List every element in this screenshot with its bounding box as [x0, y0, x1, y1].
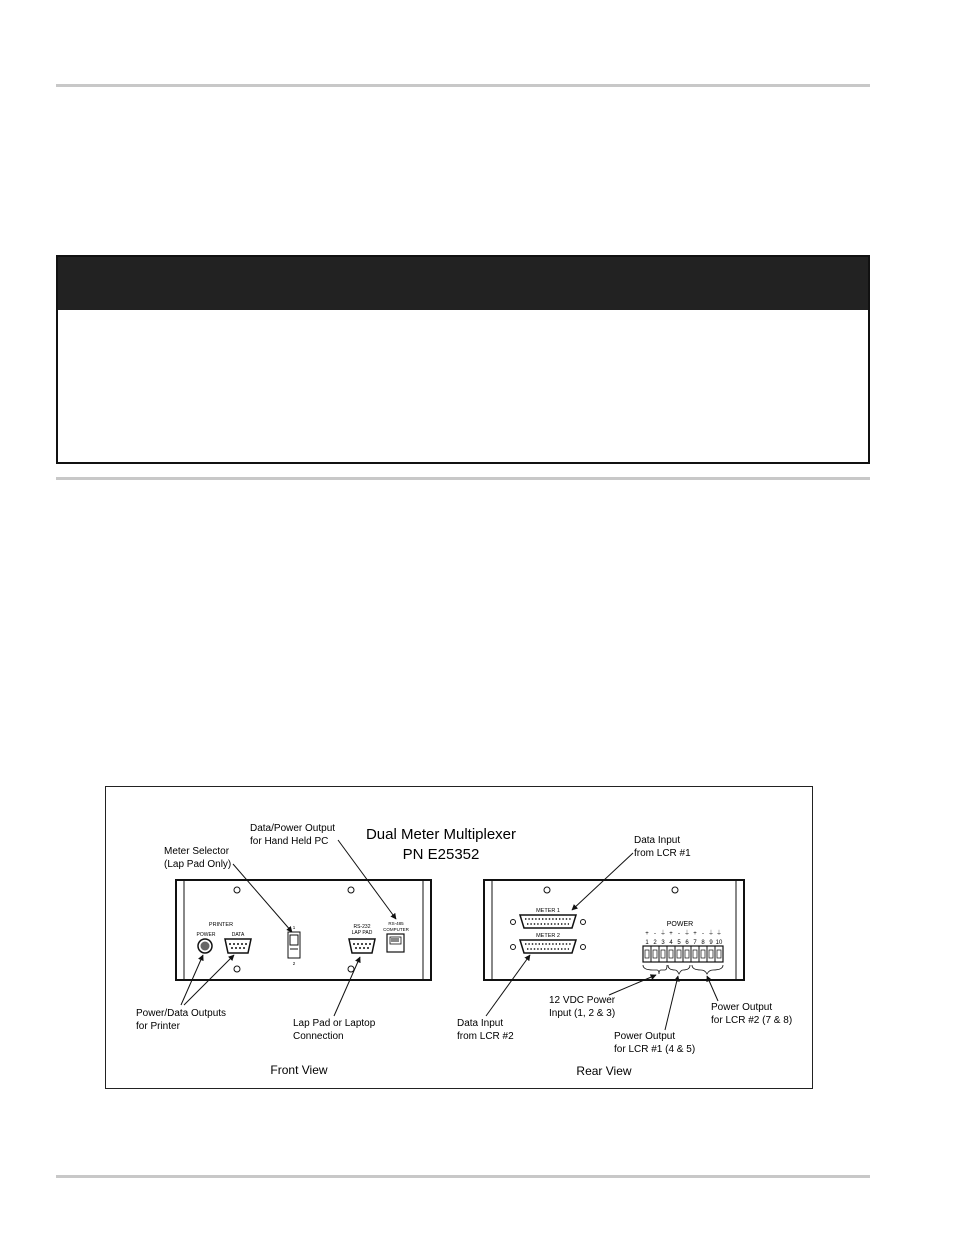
- diagram-title-line1: Dual Meter Multiplexer: [365, 826, 517, 843]
- annotation-vdc-line1: 12 VDC Power: [549, 995, 616, 1006]
- annotation-data-input-1-line2: from LCR #1: [634, 848, 691, 859]
- meter-selector-switch-icon: [288, 932, 300, 958]
- annotation-lap-pad-line1: Lap Pad or Laptop: [293, 1018, 376, 1029]
- meter1-db25-connector-icon: [520, 915, 576, 928]
- annotation-data-input-2-line1: Data Input: [457, 1018, 504, 1029]
- annotation-data-input-1-line1: Data Input: [634, 835, 681, 846]
- annotation-power-out-1-line2: for LCR #1 (4 & 5): [614, 1044, 696, 1055]
- arrow-power-out-1: [665, 976, 678, 1030]
- rs232-label-line1: RS-232: [353, 924, 371, 930]
- multiplexer-diagram: [106, 787, 812, 1088]
- meter1-label: METER 1: [536, 908, 560, 914]
- front-panel: [176, 880, 431, 980]
- section-rule: [56, 477, 870, 480]
- terminal-sign: ⏚: [659, 931, 667, 937]
- figure-frame: [105, 786, 813, 1089]
- terminal-number: 6: [685, 940, 689, 946]
- rs232-label-line2: LAP PAD: [351, 930, 373, 936]
- terminal-number: 5: [677, 940, 681, 946]
- terminal-number: 8: [701, 940, 705, 946]
- footer-rule: [56, 1175, 870, 1178]
- printer-power-label: POWER: [196, 932, 216, 938]
- meter2-label: METER 2: [536, 933, 560, 939]
- terminal-number: 7: [693, 940, 697, 946]
- callout-header-bar: [58, 257, 868, 310]
- terminal-sign: ⏚: [715, 931, 723, 937]
- annotation-meter-selector-line2: (Lap Pad Only): [164, 859, 232, 870]
- power-terminal-block-icon: [643, 946, 723, 962]
- annotation-meter-selector-line1: Meter Selector: [164, 846, 230, 857]
- annotation-lap-pad-line2: Connection: [293, 1031, 344, 1042]
- terminal-number: 3: [661, 940, 665, 946]
- annotation-power-out-1-line1: Power Output: [614, 1031, 676, 1042]
- rs485-jack-icon: [387, 934, 404, 952]
- terminal-sign: -: [678, 931, 680, 937]
- terminal-sign: ⏚: [683, 931, 691, 937]
- terminal-number: 2: [653, 940, 657, 946]
- rs232-connector-icon: [349, 939, 375, 953]
- annotation-power-out-2-line1: Power Output: [711, 1002, 773, 1013]
- rs485-label-line2: COMPUTER: [383, 927, 409, 932]
- annotation-power-data-outputs-line2: for Printer: [136, 1021, 180, 1032]
- terminal-sign: -: [654, 931, 656, 937]
- annotation-data-power-output-line2: for Hand Held PC: [250, 836, 329, 847]
- switch-label-top: 1: [292, 925, 296, 930]
- callout-box: [56, 255, 870, 464]
- terminal-sign: +: [669, 931, 673, 937]
- terminal-sign: -: [702, 931, 704, 937]
- printer-data-connector-icon: [225, 939, 251, 953]
- rs485-label-line1: RS-485: [388, 921, 404, 926]
- terminal-number: 1: [645, 940, 649, 946]
- meter2-db25-connector-icon: [520, 940, 576, 953]
- header-rule: [56, 84, 870, 87]
- switch-label-bottom: 2: [292, 961, 296, 966]
- annotation-power-data-outputs-line1: Power/Data Outputs: [136, 1008, 227, 1019]
- annotation-vdc-line2: Input (1, 2 & 3): [549, 1008, 616, 1019]
- rear-power-label: POWER: [666, 921, 694, 928]
- printer-data-label: DATA: [231, 932, 245, 938]
- front-view-caption: Front View: [270, 1063, 328, 1077]
- terminal-number: 10: [715, 940, 723, 946]
- printer-power-connector-icon: [198, 939, 212, 953]
- terminal-sign: +: [645, 931, 649, 937]
- terminal-number: 9: [709, 940, 713, 946]
- annotation-power-out-2-line2: for LCR #2 (7 & 8): [711, 1015, 793, 1026]
- diagram-title-line2: PN E25352: [402, 846, 480, 863]
- annotation-data-input-2-line2: from LCR #2: [457, 1031, 514, 1042]
- terminal-sign: +: [693, 931, 697, 937]
- terminal-sign: ⏚: [707, 931, 715, 937]
- terminal-number: 4: [669, 940, 673, 946]
- annotation-data-power-output-line1: Data/Power Output: [250, 823, 336, 834]
- printer-label: PRINTER: [208, 922, 234, 928]
- rear-view-caption: Rear View: [576, 1064, 632, 1078]
